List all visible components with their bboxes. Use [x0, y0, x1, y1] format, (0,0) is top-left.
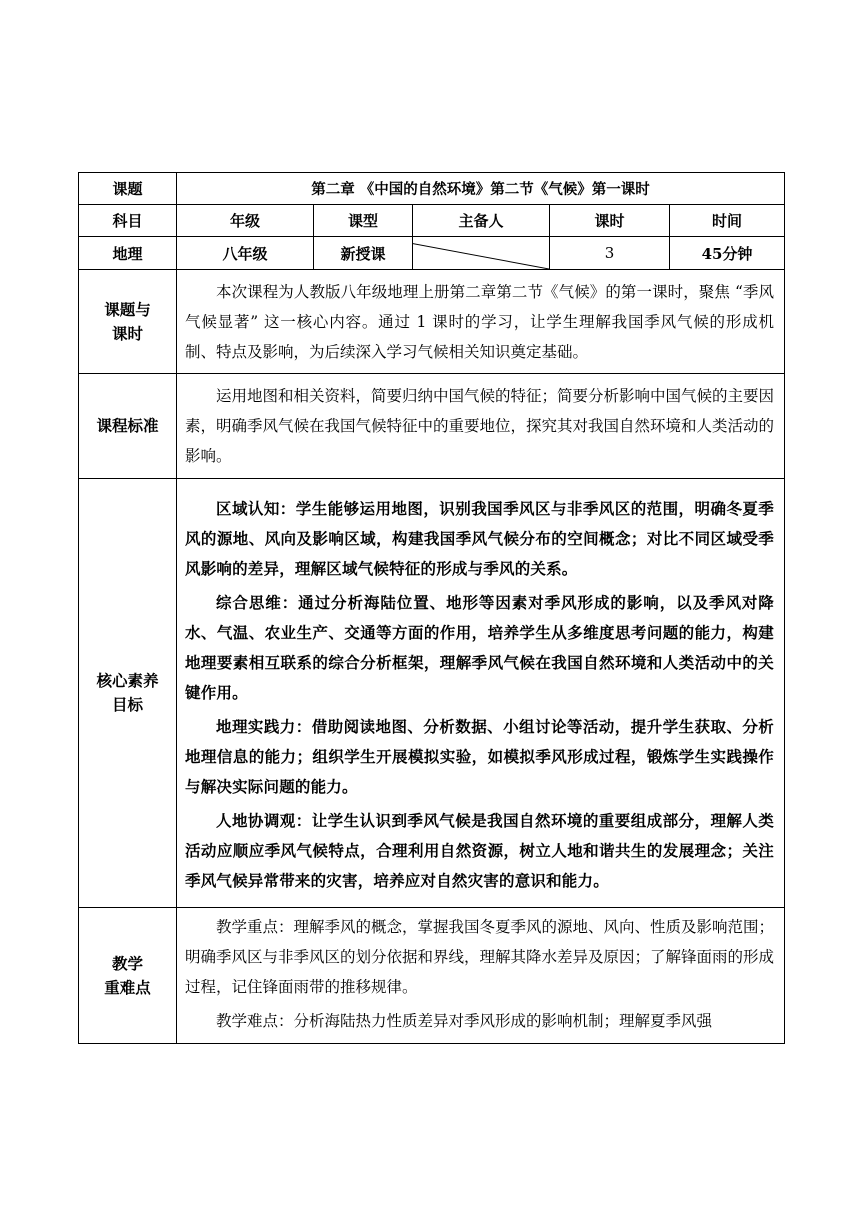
topic-value: 第二章 《中国的自然环境》第二节《气候》第一课时 [177, 173, 785, 205]
core-paragraph-harmony: 人地协调观：让学生认识到季风气候是我国自然环境的重要组成部分，理解人类活动应顺应季风气候特点，合理利用自然资源，树立人地和谐共生的发展理念；关注季风气候异常带来的灾害，培养应对自然灾害的意识和能力。 [185, 811, 775, 890]
core-cell [177, 479, 785, 908]
key-difficulty: 教学难点：分析海陆热力性质差异对季风形成的影响机制；理解夏季风强 [216, 1012, 713, 1030]
header-periods: 课时 [550, 205, 670, 237]
core-row [79, 479, 785, 908]
info-preparer [413, 237, 550, 270]
key-label-line1: 教学 [111, 953, 143, 973]
intro-cell [177, 270, 785, 374]
intro-label-line1: 课题与 [104, 299, 151, 319]
topic-label: 课题 [79, 173, 177, 205]
core-paragraph-practice: 地理实践力：借助阅读地图、分析数据、小组讨论等活动，提升学生获取、分析地理信息的能力；组织学生开展模拟实验，如模拟季风形成过程，锻炼学生实践操作与解决实际问题的能力。 [185, 717, 775, 796]
core-paragraph-region: 区域认知：学生能够运用地图，识别我国季风区与非季风区的范围，明确冬夏季风的源地、风向及影响区域，构建我国季风气候分布的空间概念；对比不同区域受季风影响的差异，理解区域气候特征的形成与季风的关系。 [185, 499, 775, 578]
info-lesson-type: 新授课 [314, 237, 413, 270]
core-label-line1: 核心素养 [96, 671, 159, 690]
core-label-line2: 目标 [111, 695, 143, 714]
key-focus: 教学重点：理解季风的概念，掌握我国冬夏季风的源地、风向、性质及影响范围；明确季风区与非季风区的划分依据和界线，理解其降水差异及原因；了解锋面雨的形成过程，记住锋面雨带的推移规律。 [185, 918, 775, 996]
standard-cell [177, 374, 785, 479]
core-paragraph-synthesis: 综合思维：通过分析海陆位置、地形等因素对季风形成的影响，以及季风对降水、气温、农业生产、交通等方面的作用，培养学生从多维度思考问题的能力，构建地理要素相互联系的综合分析框架，理解季风气候在我国自然环境和人类活动中的关键作用。 [185, 593, 775, 702]
standard-label: 课程标准 [79, 374, 177, 479]
key-label-line2: 重难点 [104, 977, 151, 997]
info-periods: 3 [550, 237, 670, 270]
info-time: 45分钟 [670, 237, 785, 270]
key-row [79, 908, 785, 1044]
header-preparer: 主备人 [413, 205, 550, 237]
standard-row [79, 374, 785, 479]
info-row [79, 237, 785, 270]
header-subject: 科目 [79, 205, 177, 237]
intro-label-line2: 课时 [111, 323, 143, 343]
intro-text: 本次课程为人教版八年级地理上册第二章第二节《气候》的第一课时，聚焦 “季风气候显著” 这一核心内容。通过 1 课时的学习，让学生理解我国季风气候的形成机制、特点及影响，为后续深入学习气候相关知识奠定基础。 [185, 282, 775, 361]
key-cell [177, 908, 785, 1044]
header-lesson-type: 课型 [314, 205, 413, 237]
diagonal-line [413, 237, 549, 269]
header-time: 时间 [670, 205, 785, 237]
intro-label [79, 270, 177, 374]
standard-text: 运用地图和相关资料，简要归纳中国气候的特征；简要分析影响中国气候的主要因素，明确季风气候在我国气候特征中的重要地位，探究其对我国自然环境和人类活动的影响。 [185, 387, 775, 465]
header-grade: 年级 [177, 205, 314, 237]
info-subject: 地理 [79, 237, 177, 270]
lesson-plan-table [78, 172, 785, 1044]
topic-row [79, 173, 785, 205]
core-label [79, 479, 177, 908]
key-label [79, 908, 177, 1044]
header-row [79, 205, 785, 237]
intro-row [79, 270, 785, 374]
info-grade: 八年级 [177, 237, 314, 270]
